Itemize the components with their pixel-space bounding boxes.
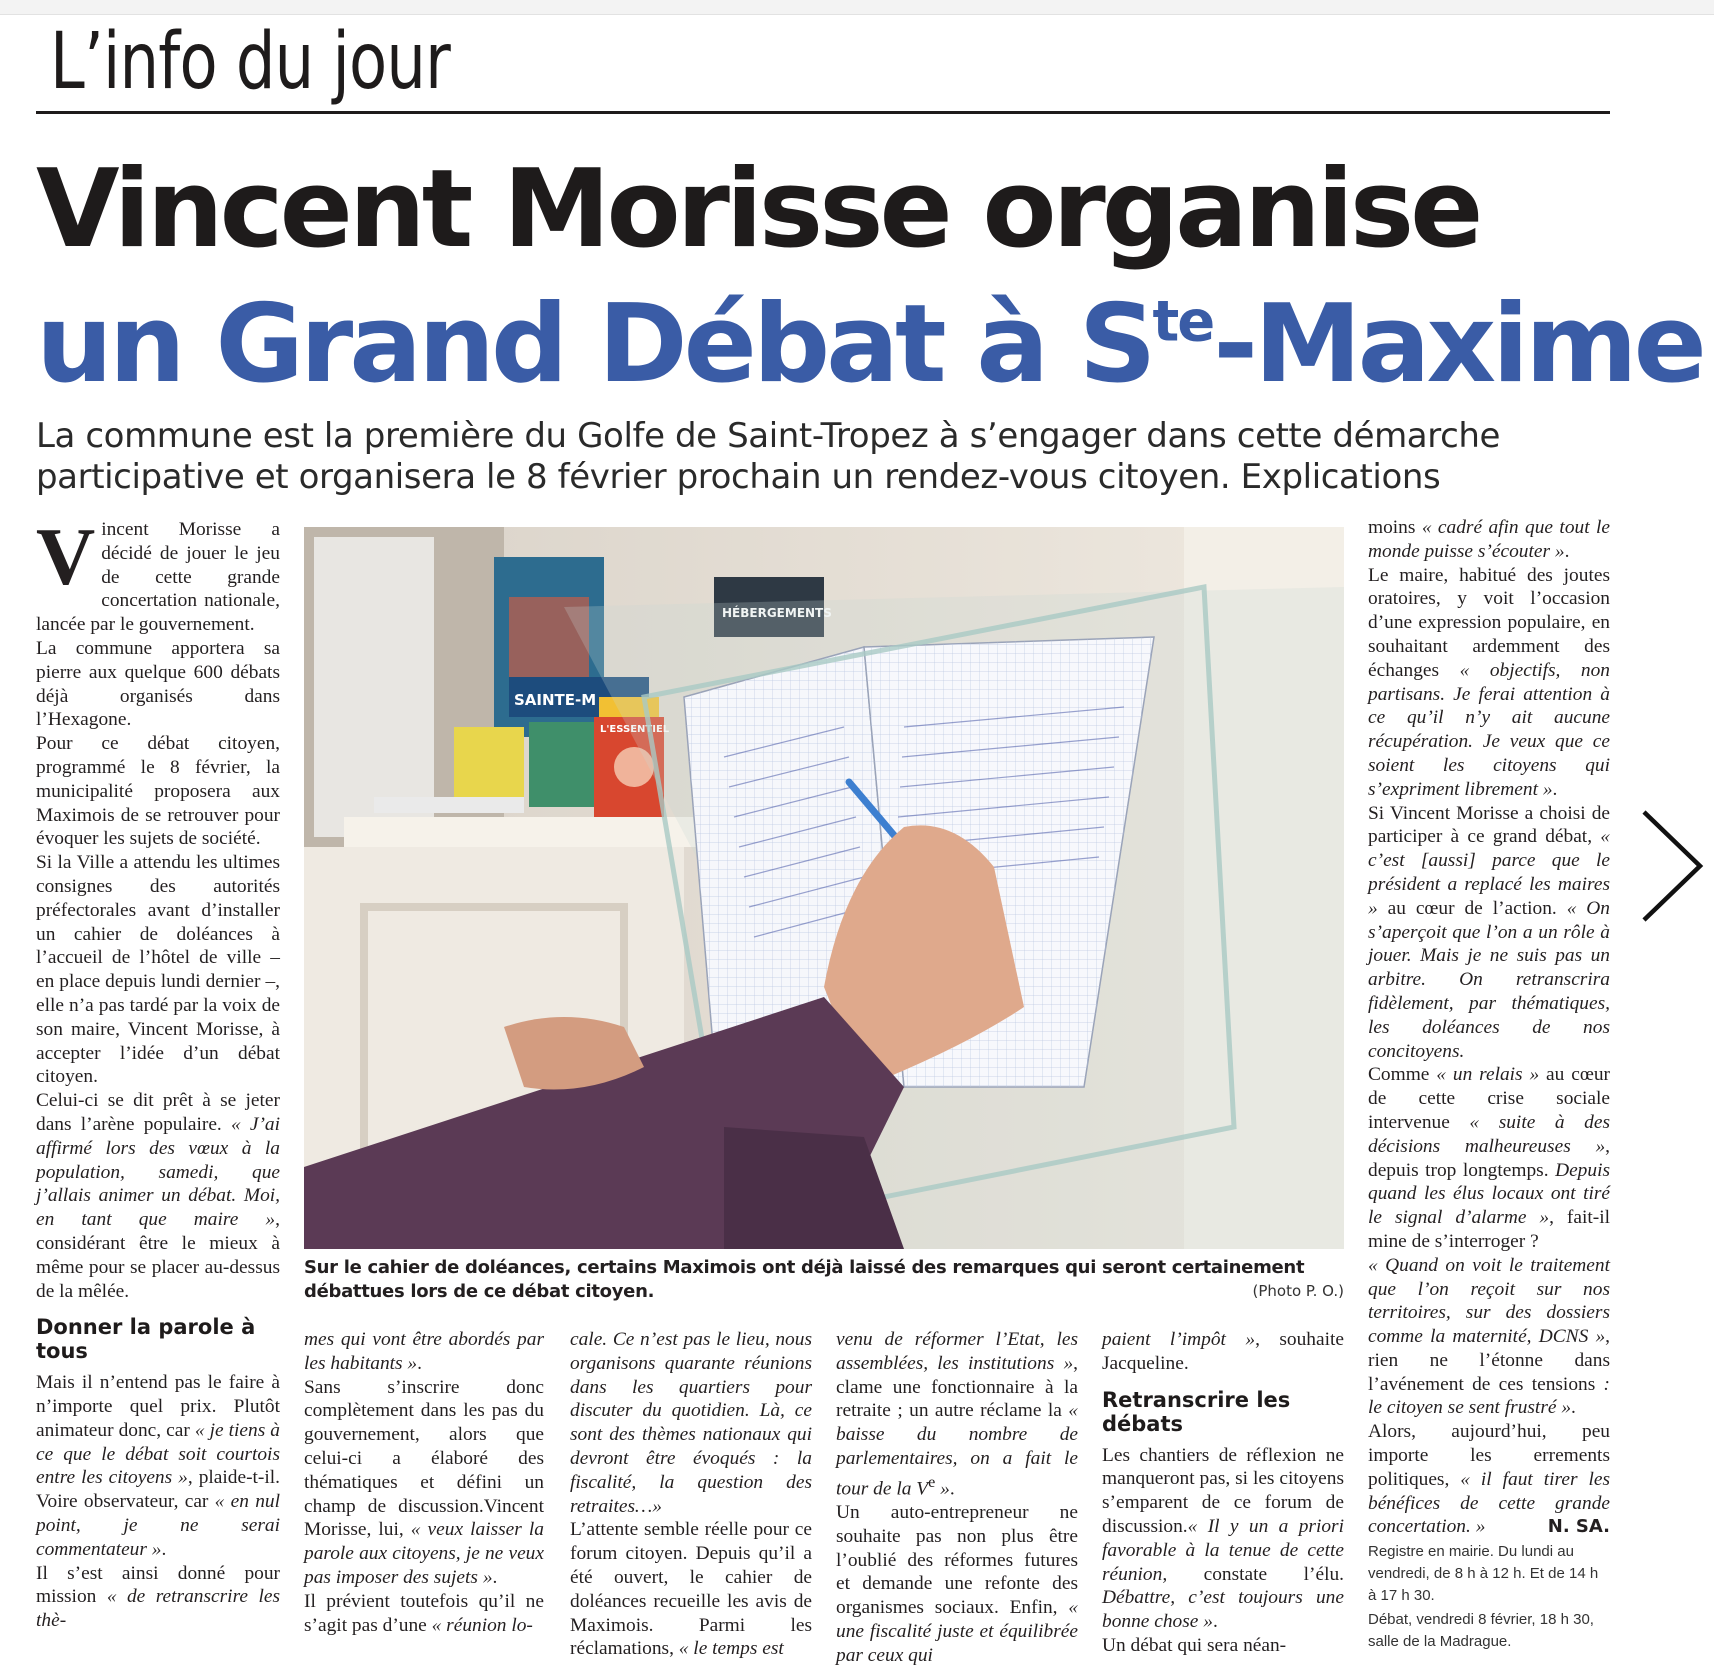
- headline-line-1: Vincent Morisse organise: [36, 147, 1480, 272]
- quote: : le citoyen se sent frustré »: [1368, 1373, 1610, 1419]
- quote: « un relais »: [1436, 1064, 1540, 1086]
- paragraph: [836, 1501, 1078, 1668]
- quote: « je tiens à ce que le débat soit courtois entre les citoyens »: [36, 1419, 280, 1489]
- paragraph-text: incent Morisse a décidé de jouer le jeu de cette grande concertation nationale, lancée par le gouvernement.: [36, 519, 280, 636]
- paragraph: [836, 1328, 1078, 1501]
- paragraph-text: constate l’élu.: [1167, 1563, 1344, 1585]
- paragraph: [1102, 1328, 1344, 1376]
- paragraph: [1368, 564, 1610, 802]
- headline-line-2: [36, 277, 1703, 412]
- paragraph-text: .: [1564, 540, 1570, 562]
- paragraph-text: Celui-ci se dit prêt à se jeter dans l’arène populaire.: [36, 1090, 280, 1135]
- quote: « il faut tirer les bénéfices de cette grande concertation. »: [1368, 1468, 1610, 1538]
- paragraph-text: , rien ne l’étonne dans l’avénement de ces tensions: [1368, 1326, 1610, 1395]
- superscript: e: [928, 1473, 936, 1491]
- headline-line-2-start: un Grand Débat à S: [36, 282, 1153, 407]
- paragraph-text: , depuis trop longtemps.: [1368, 1135, 1610, 1181]
- headline-superscript: te: [1152, 289, 1214, 355]
- quote: « c’est [aussi] parce que le président a replacé les maires »: [1368, 826, 1610, 919]
- paragraph: [1102, 1444, 1344, 1634]
- paragraph-text: .: [492, 1566, 498, 1588]
- paragraph-text: , plaide-t-il. Voire observateur, car: [36, 1467, 280, 1513]
- quote: »: [935, 1478, 950, 1500]
- quote: « Il y un a priori favorable à la tenue de cette réunion,: [1102, 1515, 1344, 1585]
- paragraph-text: Sans s’inscrire donc complètement dans les pas du gouvernement, alors que celui-ci a élaboré des thématiques et défini un champ de discussion.Vincent Morisse, lui,: [304, 1376, 544, 1541]
- paragraph-text: au cœur de cette crise sociale intervenue: [1368, 1064, 1610, 1133]
- quote: « réunion lo-: [431, 1614, 533, 1636]
- quote: mes qui vont être abordés par les habitants »: [304, 1329, 544, 1374]
- paragraph: [1368, 802, 1610, 1064]
- quote: venu de réformer l’Etat, les assemblées, les institutions »: [836, 1329, 1078, 1374]
- paragraph-text: , considérant être le mieux à même pour se placer au-dessus de la mêlée.: [36, 1209, 280, 1302]
- paragraph-text: Il prévient toutefois qu’il ne s’agit pas d’une: [304, 1590, 544, 1636]
- quote: « J’ai affirmé lors des vœux à la population, samedi, que j’allais animer un débat. Moi, en tant que maire »: [36, 1113, 280, 1231]
- paragraph-text: Si Vincent Morisse a choisi de participer à ce grand débat,: [1368, 802, 1610, 848]
- paragraph: [36, 511, 280, 637]
- paragraph: [1368, 1420, 1610, 1539]
- article-column-1: [36, 511, 280, 1633]
- paragraph: Si la Ville a attendu les ultimes consignes des autorités préfectorales avant d’installer un cahier de doléances à l’accueil de l’hôtel de ville – en place depuis lundi dernier –, elle n’a pas tardé par la voix de son maire, Vincent Morisse, à accepter l’idée d’un débat citoyen.: [36, 852, 280, 1088]
- quote: cale. Ce n’est pas le lieu, nous organisons quarante réunions dans les quartiers pour discuter du quotidien. Là, ce sont des thèmes nationaux qui devront être évoqués : la fiscalité, la question des retraites…»: [570, 1329, 812, 1517]
- paragraph-text: Alors, aujourd’hui, peu importe les errements politiques,: [1368, 1421, 1610, 1490]
- subheading: Donner la parole à tous: [36, 1315, 256, 1364]
- paragraph-text: .: [949, 1478, 955, 1500]
- paragraph: [304, 1328, 544, 1376]
- paragraph-text: L’attente semble réelle pour ce forum citoyen. Depuis qu’il a été ouvert, le cahier de doléances recueille les avis de Maximois. Parmi les réclamations,: [570, 1519, 812, 1660]
- quote: Débattre, c’est toujours une bonne chose »: [1102, 1587, 1344, 1633]
- paragraph-text: Mais il n’entend pas le faire à n’importe quel prix. Plutôt animateur donc, car: [36, 1372, 280, 1441]
- article-photo: [304, 527, 1344, 1249]
- article-column-2: [304, 1328, 544, 1637]
- author-signature: N. SA.: [1547, 1516, 1610, 1538]
- sign-hebergements: HÉBERGEMENTS: [722, 606, 832, 620]
- paragraph-text: Un auto-entrepreneur ne souhaite pas non plus être l’oublié des réformes futures et demande une refonte des organismes sociaux. Enfin,: [836, 1502, 1078, 1619]
- practical-info: Débat, vendredi 8 février, 18 h 30, salle de la Madrague.: [1368, 1611, 1594, 1651]
- paragraph: [36, 1089, 280, 1303]
- paragraph-text: , fait-il mine de s’interroger ?: [1368, 1207, 1610, 1252]
- quote: « de retranscrire les thè-: [36, 1586, 280, 1632]
- sign-essentiel: L'ESSENTIEL: [600, 724, 670, 735]
- paragraph-text: .: [1212, 1611, 1218, 1633]
- paragraph: [1368, 516, 1610, 564]
- paragraph-text: Comme: [1368, 1064, 1437, 1086]
- quote: « veux laisser la parole aux citoyens, je ne veux pas imposer des sujets »: [304, 1519, 544, 1588]
- paragraph: [570, 1328, 812, 1518]
- standfirst: La commune est la première du Golfe de Saint-Tropez à s’engager dans cette démarche participative et organisera le 8 février prochain un rendez-vous citoyen. Explications: [36, 416, 1501, 497]
- quote: « Quand on voit le traitement que l’on reçoit sur nos territoires, sur des dossiers comme la maternité, DCNS »: [1368, 1254, 1610, 1348]
- paragraph: La commune apportera sa pierre aux quelque 600 débats déjà organisés dans l’Hexagone.: [36, 637, 280, 731]
- quote: « On s’aperçoit que l’on a un rôle à jouer. Mais je ne suis pas un arbitre. On retranscrira fidèlement, par thématiques, les doléances de nos concitoyens.: [1368, 897, 1610, 1062]
- article-column-5: [1102, 1328, 1344, 1658]
- rubric-rule: [36, 111, 1610, 114]
- paragraph: [1368, 1063, 1610, 1253]
- paragraph: [304, 1590, 544, 1638]
- article-column-3: [570, 1328, 812, 1661]
- quote: « cadré afin que tout le monde puisse s’écouter »: [1368, 517, 1610, 562]
- quote: « baisse du nombre de parlementaires, on a fait le tour de la V: [836, 1400, 1078, 1500]
- top-strip: [0, 0, 1714, 15]
- subheading: Retranscrire les débats: [1102, 1387, 1291, 1436]
- quote: « suite à des décisions malheureuses »: [1368, 1111, 1611, 1157]
- practical-info: Registre en mairie. Du lundi au vendredi, de 8 h à 12 h. Et de 14 h à 17 h 30.: [1368, 1543, 1599, 1605]
- quote: paient l’impôt »: [1102, 1329, 1256, 1350]
- article-column-4: [836, 1328, 1078, 1668]
- paragraph-text: .: [417, 1352, 422, 1374]
- photo-caption: Sur le cahier de doléances, certains Maximois ont déjà laissé des remarques qui seront certainement débattues lors de ce débat citoyen.: [304, 1257, 1305, 1302]
- quote: « objectifs, non partisans. Je ferai attention à ce qu’il n’y ait aucune récupération. Je veux que ce soient les citoyens qui s’expriment librement »: [1368, 659, 1610, 800]
- paragraph-text: .: [161, 1538, 167, 1560]
- paragraph-text: au cœur de l’action.: [1377, 897, 1567, 919]
- paragraph-text: , clame une fonctionnaire à la retraite ; un autre réclame la: [836, 1352, 1078, 1422]
- paragraph: [36, 1371, 280, 1561]
- quote: « le temps est: [678, 1638, 784, 1660]
- paragraph-text: Le maire, habitué des joutes oratoires, y voit l’occasion d’une expression populaire, en souhaitant ardemment des échanges: [1368, 564, 1610, 681]
- paragraph-text: , souhaite Jacqueline.: [1102, 1329, 1344, 1374]
- paragraph: Pour ce débat citoyen, programmé le 8 février, la municipalité proposera aux Maximois de se retrouver pour évoquer les sujets de société.: [36, 733, 280, 850]
- quote: Depuis quand les élus locaux ont tiré le signal d’alarme »: [1368, 1159, 1610, 1229]
- paragraph-text: Les chantiers de réflexion ne manqueront pas, si les citoyens s’emparent de ce forum de discussion.: [1102, 1444, 1344, 1537]
- quote: « en nul point, je ne serai commentateur »: [36, 1491, 280, 1560]
- dropcap: V: [36, 511, 96, 602]
- section-rubric: L’info du jour: [50, 17, 450, 107]
- paragraph-text: .: [1552, 778, 1558, 800]
- headline-line-2-end: -Maxime: [1213, 282, 1703, 407]
- headline: [36, 142, 1703, 412]
- next-page-button[interactable]: [1636, 806, 1706, 926]
- photo-credit: (Photo P. O.): [1252, 1282, 1344, 1300]
- quote: « une fiscalité juste et équilibrée par ceux qui: [836, 1597, 1078, 1666]
- paragraph: Un débat qui sera néan-: [1102, 1634, 1287, 1656]
- sign-sainte: SAINTE-M: [514, 691, 597, 709]
- paragraph-text: moins: [1368, 517, 1422, 538]
- paragraph: [36, 1562, 280, 1633]
- paragraph: [304, 1376, 544, 1590]
- chevron-right-icon: [1636, 806, 1706, 926]
- photo-notebook-illustration: [304, 527, 1344, 1249]
- paragraph: [570, 1518, 812, 1661]
- article-column-6: [1368, 516, 1610, 1653]
- paragraph-text: Il s’est ainsi donné pour mission: [36, 1562, 280, 1608]
- paragraph-text: .: [1571, 1397, 1576, 1419]
- paragraph: [1368, 1254, 1610, 1421]
